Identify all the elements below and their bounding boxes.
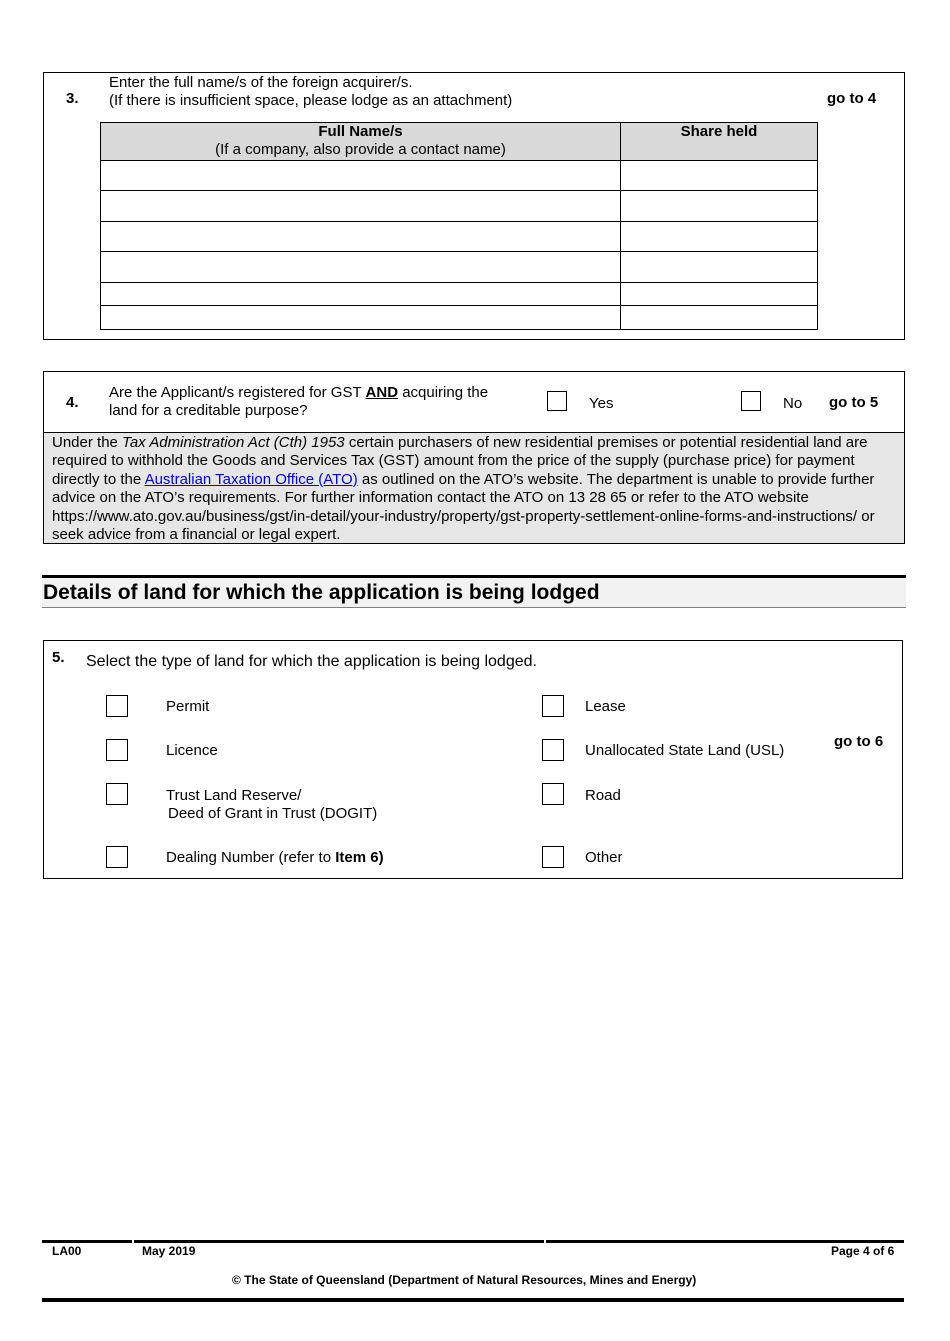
other-checkbox[interactable] <box>542 846 564 868</box>
trust-land-label-line1: Trust Land Reserve/ <box>166 787 302 804</box>
question-4-text-post: acquiring the <box>398 384 489 401</box>
question-3-goto: go to 4 <box>827 90 877 107</box>
question-4-text-and: AND <box>365 384 399 401</box>
footer-page-number: Page 4 of 6 <box>831 1244 895 1258</box>
full-name-cell[interactable] <box>101 191 621 222</box>
share-held-header-title: Share held <box>680 123 758 140</box>
table-row <box>101 191 818 222</box>
usl-label: Unallocated State Land (USL) <box>585 742 785 759</box>
full-name-header <box>101 123 621 161</box>
table-row <box>101 161 818 191</box>
footer-date: May 2019 <box>142 1244 196 1258</box>
licence-checkbox[interactable] <box>106 739 128 761</box>
dealing-number-label <box>166 849 384 867</box>
full-name-cell[interactable] <box>101 283 621 306</box>
trust-land-checkbox[interactable] <box>106 783 128 805</box>
full-name-header-subtitle: (If a company, also provide a contact name) <box>215 141 506 158</box>
table-row <box>101 252 818 283</box>
usl-checkbox[interactable] <box>542 739 564 761</box>
licence-label: Licence <box>166 742 218 759</box>
question-3-number: 3. <box>66 90 79 107</box>
dealing-number-checkbox[interactable] <box>106 846 128 868</box>
dealing-number-label-item: Item 6) <box>335 849 384 866</box>
road-checkbox[interactable] <box>542 783 564 805</box>
question-4-text-line2: land for a creditable purpose? <box>109 402 308 419</box>
full-name-header-title: Full Name/s <box>318 123 403 140</box>
share-held-cell[interactable] <box>621 283 818 306</box>
permit-checkbox[interactable] <box>106 695 128 717</box>
full-name-cell[interactable] <box>101 161 621 191</box>
share-held-cell[interactable] <box>621 306 818 330</box>
permit-label: Permit <box>166 698 210 715</box>
question-5-number: 5. <box>52 649 65 666</box>
question-4-number: 4. <box>66 394 79 411</box>
footer-divider-2 <box>544 1240 546 1252</box>
full-name-cell[interactable] <box>101 222 621 252</box>
gst-info-text-1: Under the <box>52 434 123 451</box>
gst-yes-label: Yes <box>589 395 614 412</box>
gst-info-panel <box>44 432 904 543</box>
question-5-prompt: Select the type of land for which the application is being lodged. <box>86 653 537 670</box>
share-held-header <box>621 123 818 161</box>
footer-bottom-rule <box>42 1298 904 1302</box>
share-held-cell[interactable] <box>621 222 818 252</box>
ato-link[interactable]: Australian Taxation Office (ATO) <box>144 470 358 488</box>
section-heading: Details of land for which the application is being lodged <box>43 581 600 604</box>
footer-copyright: © The State of Queensland (Department of Natural Resources, Mines and Energy) <box>232 1273 697 1287</box>
acquirers-table <box>100 122 818 330</box>
other-label: Other <box>585 849 623 866</box>
gst-info-text-2: certain purchasers of new residential premises or potential residential land are required to withhold the Goods and Services Tax (GST) amount from the price of the supply (purchase price) for payment directly to the <box>52 434 868 488</box>
table-row <box>101 283 818 306</box>
gst-info-act: Tax Administration Act (Cth) 1953 <box>122 434 345 451</box>
full-name-cell[interactable] <box>101 252 621 283</box>
question-4-text-pre: Are the Applicant/s registered for GST <box>109 384 366 401</box>
share-held-cell[interactable] <box>621 161 818 191</box>
lease-checkbox[interactable] <box>542 695 564 717</box>
footer-divider-1 <box>132 1240 134 1252</box>
gst-info-text-3: as outlined on the ATO’s website. The department is unable to provide further advice on the ATO’s requirements. For further information contact the ATO on 13 28 65 or refer to the ATO website https://www.ato.gov.au/business/gst/in-detail/your-industry/property/gst-property-settlement-online-forms-and-instructions/ or seek advice from a financial or legal expert. <box>52 470 875 544</box>
lease-label: Lease <box>585 698 626 715</box>
road-label: Road <box>585 787 621 804</box>
gst-yes-checkbox[interactable] <box>547 391 567 411</box>
share-held-cell[interactable] <box>621 252 818 283</box>
share-held-cell[interactable] <box>621 191 818 222</box>
full-name-cell[interactable] <box>101 306 621 330</box>
table-row <box>101 306 818 330</box>
question-4-text <box>109 384 539 420</box>
question-4-goto: go to 5 <box>829 394 879 411</box>
dealing-number-label-pre: Dealing Number (refer to <box>166 849 336 866</box>
question-5-goto: go to 6 <box>834 733 884 750</box>
question-3-line2: (If there is insufficient space, please lodge as an attachment) <box>109 92 513 109</box>
footer-form-code: LA00 <box>52 1244 82 1258</box>
question-3-line1: Enter the full name/s of the foreign acquirer/s. <box>109 74 413 91</box>
table-row <box>101 222 818 252</box>
gst-no-label: No <box>783 395 803 412</box>
footer-top-rule <box>42 1240 904 1243</box>
trust-land-label-line2: Deed of Grant in Trust (DOGIT) <box>168 805 378 822</box>
gst-no-checkbox[interactable] <box>741 391 761 411</box>
